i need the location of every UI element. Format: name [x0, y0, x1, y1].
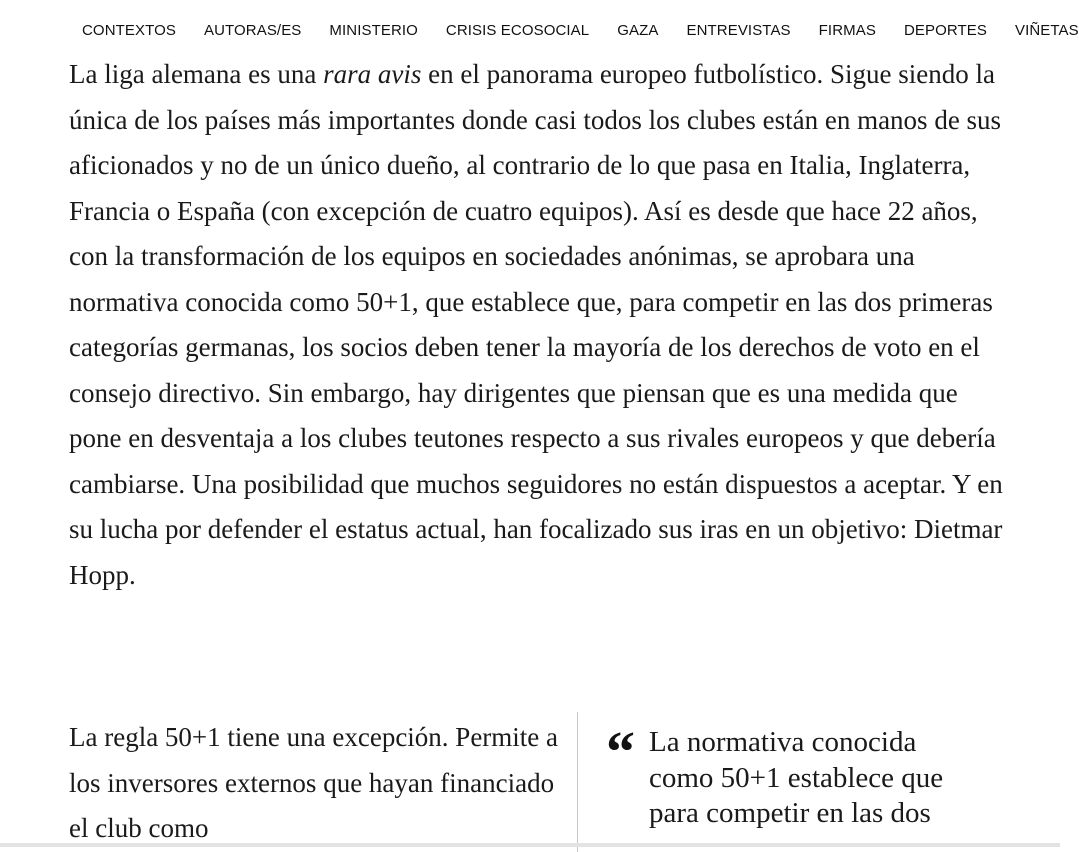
nav-item-deportes[interactable]: DEPORTES: [903, 22, 987, 39]
article-column: [69, 715, 559, 852]
pull-quote-text: La normativa conocida como 50+1 establece que para competir en las dos: [649, 726, 944, 829]
paragraph-text: La liga alemana es una: [69, 59, 324, 89]
column-divider: [577, 712, 578, 852]
nav-menu: [82, 22, 1079, 39]
nav-item-autoras[interactable]: AUTORAS/ES: [203, 22, 302, 39]
nav-item-ministerio[interactable]: MINISTERIO: [329, 22, 418, 39]
nav-item-vinetas[interactable]: VIÑETAS: [1015, 22, 1079, 39]
article-paragraph: [69, 52, 1009, 598]
nav-item-crisis-ecosocial[interactable]: CRISIS ECOSOCIAL: [445, 22, 590, 39]
article-body: [69, 52, 1009, 598]
italic-term: rara avis: [323, 59, 422, 89]
nav-item-firmas[interactable]: FIRMAS: [818, 22, 876, 39]
horizontal-scrollbar[interactable]: [0, 843, 1060, 847]
nav-item-gaza[interactable]: GAZA: [617, 22, 659, 39]
article-paragraph: La regla 50+1 tiene una excepción. Permite a los inversores externos que hayan financiado el club como: [69, 722, 559, 843]
quote-mark-icon: “: [606, 719, 635, 784]
nav-item-entrevistas[interactable]: ENTREVISTAS: [686, 22, 791, 39]
paragraph-text: en el panorama europeo futbolístico. Sigue siendo la única de los países más importantes donde casi todos los clubes están en manos de sus aficionados y no de un único dueño, al contrario de lo que pasa en Italia, Inglaterra, Francia o España (con excepción de cuatro equipos). Así es desde que hace 22 años, con la transformación de los equipos en sociedades anónimas, se aprobara una normativa conocida como 50+1, que establece que, para competir en las dos primeras categorías germanas, los socios deben tener la mayoría de los derechos de voto en el consejo directivo. Sin embargo, hay dirigentes que piensan que es una medida que pone en desventaja a los clubes teutones respecto a sus rivales europeos y que debería cambiarse. Una posibilidad que muchos seguidores no están dispuestos a aceptar. Y en su lucha por defender el estatus actual, han focalizado sus iras en un objetivo: Dietmar Hopp.: [69, 59, 1003, 590]
nav-item-contextos[interactable]: CONTEXTOS: [82, 22, 176, 39]
